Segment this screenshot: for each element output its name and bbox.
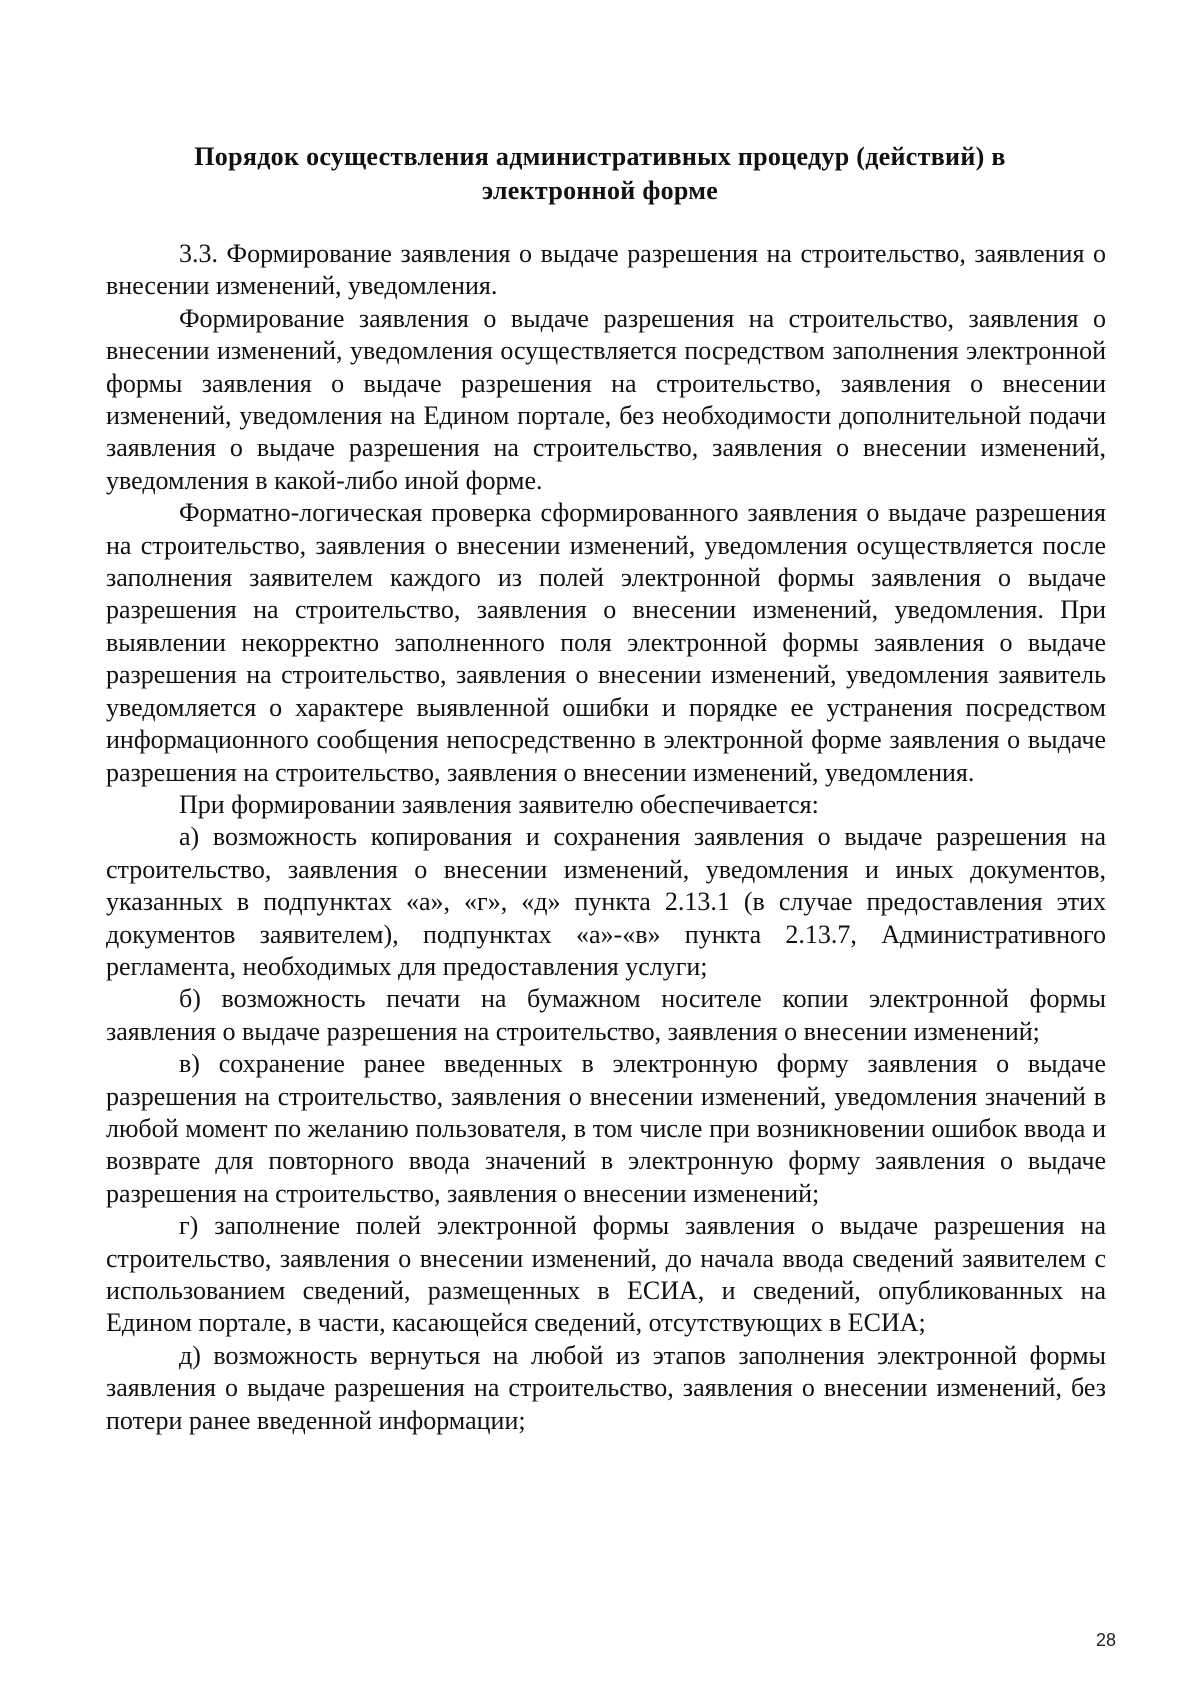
list-item-g: г) заполнение полей электронной формы заявления о выдаче разрешения на строительство, заявления о внесении изменений, до начала ввода сведений заявителем с использованием сведений, размещенных в ЕСИА, и сведений, опубликованных на Едином портале, в части, касающейся сведений, отсутствующих в ЕСИА; [106,1211,1106,1338]
document-body [106,238,1106,1437]
title-line-2: электронной форме [481,176,719,205]
paragraph-format-check: Форматно-логическая проверка сформированного заявления о выдаче разрешения на строительство, заявления о внесении изменений, уведомления осуществляется после заполнения заявителем каждого из полей электронной формы заявления о выдаче разрешения на строительство, заявления о внесении изменений, уведомления. При выявлении некорректно заполненного поля электронной формы заявления о выдаче разрешения на строительство, заявления о внесении изменений, уведомления заявитель уведомляется о характере выявленной ошибки и порядке ее устранения посредством информационного сообщения непосредственно в электронной форме заявления о выдаче разрешения на строительство, заявления о внесении изменений, уведомления. [106,498,1106,787]
list-item-v: в) сохранение ранее введенных в электронную форму заявления о выдаче разрешения на строительство, заявления о внесении изменений, уведомления значений в любой момент по желанию пользователя, в том числе при возникновении ошибок ввода и возврате для повторного ввода значений в электронную форму заявления о выдаче разрешения на строительство, заявления о внесении изменений; [106,1049,1106,1208]
paragraph-section-3-3: 3.3. Формирование заявления о выдаче разрешения на строительство, заявления о внесении изменений, уведомления. [106,239,1106,301]
list-item-b: б) возможность печати на бумажном носителе копии электронной формы заявления о выдаче разрешения на строительство, заявления о внесении изменений; [106,984,1106,1046]
page-number: 28 [1095,1630,1116,1650]
paragraph-applicant-provided: При формировании заявления заявителю обеспечивается: [179,789,819,819]
document-title [150,140,1050,208]
paragraph-forming-application: Формирование заявления о выдаче разрешения на строительство, заявления о внесении изменений, уведомления осуществляется посредством заполнения электронной формы заявления о выдаче разрешения на строительство, заявления о внесении изменений, уведомления на Едином портале, без необходимости дополнительной подачи заявления о выдаче разрешения на строительство, заявления о внесении изменений, уведомления в какой-либо иной форме. [106,303,1106,495]
list-item-a: а) возможность копирования и сохранения заявления о выдаче разрешения на строительство, заявления о внесении изменений, уведомления и иных документов, указанных в подпунктах «а», «г», «д» пункта 2.13.1 (в случае предоставления этих документов заявителем), подпунктах «а»-«в» пункта 2.13.7, Административного регламента, необходимых для предоставления услуги; [106,822,1106,981]
title-line-1: Порядок осуществления административных процедур (действий) в [194,142,1006,171]
list-item-d: д) возможность вернуться на любой из этапов заполнения электронной формы заявления о выдаче разрешения на строительство, заявления о внесении изменений, без потери ранее введенной информации; [106,1340,1106,1435]
